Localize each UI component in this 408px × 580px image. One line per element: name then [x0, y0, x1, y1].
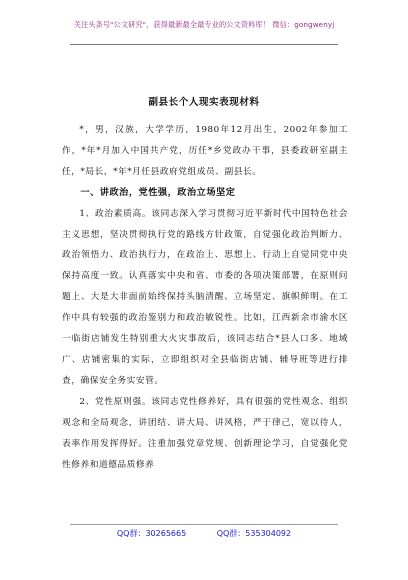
document-title: 副县长个人现实表现材料 [148, 97, 260, 108]
promo-header: 关注头条号"公文研究"，获得最新最全最专业的公文资料库！ 微信：gongwenyj [73, 20, 335, 29]
header-divider [70, 44, 338, 45]
intro-paragraph: *，男，汉族，大学学历，1980年12月出生，2002年参加工作，*年*月加入中国共产党，历任*乡党政办干事，县委政研室副主任，*局长，*年*月任县政府党组成员、副县长。 [62, 125, 348, 177]
document-body [62, 120, 348, 475]
qq-group-2: QQ群：535304092 [216, 529, 292, 538]
section-heading: 一、讲政治，党性强，政治立场坚定 [80, 186, 236, 198]
footer-qq-groups [0, 528, 408, 539]
paragraph-political-quality: 1、政治素质高。该同志深入学习贯彻习近平新时代中国特色社会主义思想，坚决贯彻执行党的路线方针政策，自觉强化政治判断力、政治领悟力、政治执行力，在政治上、思想上、行动上自觉同党中央保持高度一致。认真落实中央和省、市委的各项决策部署，在原则问题上、大是大非面前始终保持头脑清醒、立场坚定、旗帜鲜明。在工作中具有较强的政治鉴别力和政治敏锐性。比如，江西新余市渝水区一临街店铺发生特别重大火灾事故后，该同志结合*县人口多、地域广、店铺密集的实际，立即组织对全县临街店铺、辅导班等进行排查，确保安全务实安管。 [62, 208, 348, 386]
footer-divider [70, 524, 338, 525]
qq-group-1: QQ群：30265665 [116, 529, 187, 538]
paragraph-party-principle: 2、党性原则强。该同志党性修养好，具有很强的党性观念、组织观念和全局观念，讲团结、讲大局、讲风格，严于律己，宽以待人，表率作用发挥得好。注重加强党章党规、创新理论学习，自觉强化党性修养和道德品质修养 [62, 396, 348, 470]
